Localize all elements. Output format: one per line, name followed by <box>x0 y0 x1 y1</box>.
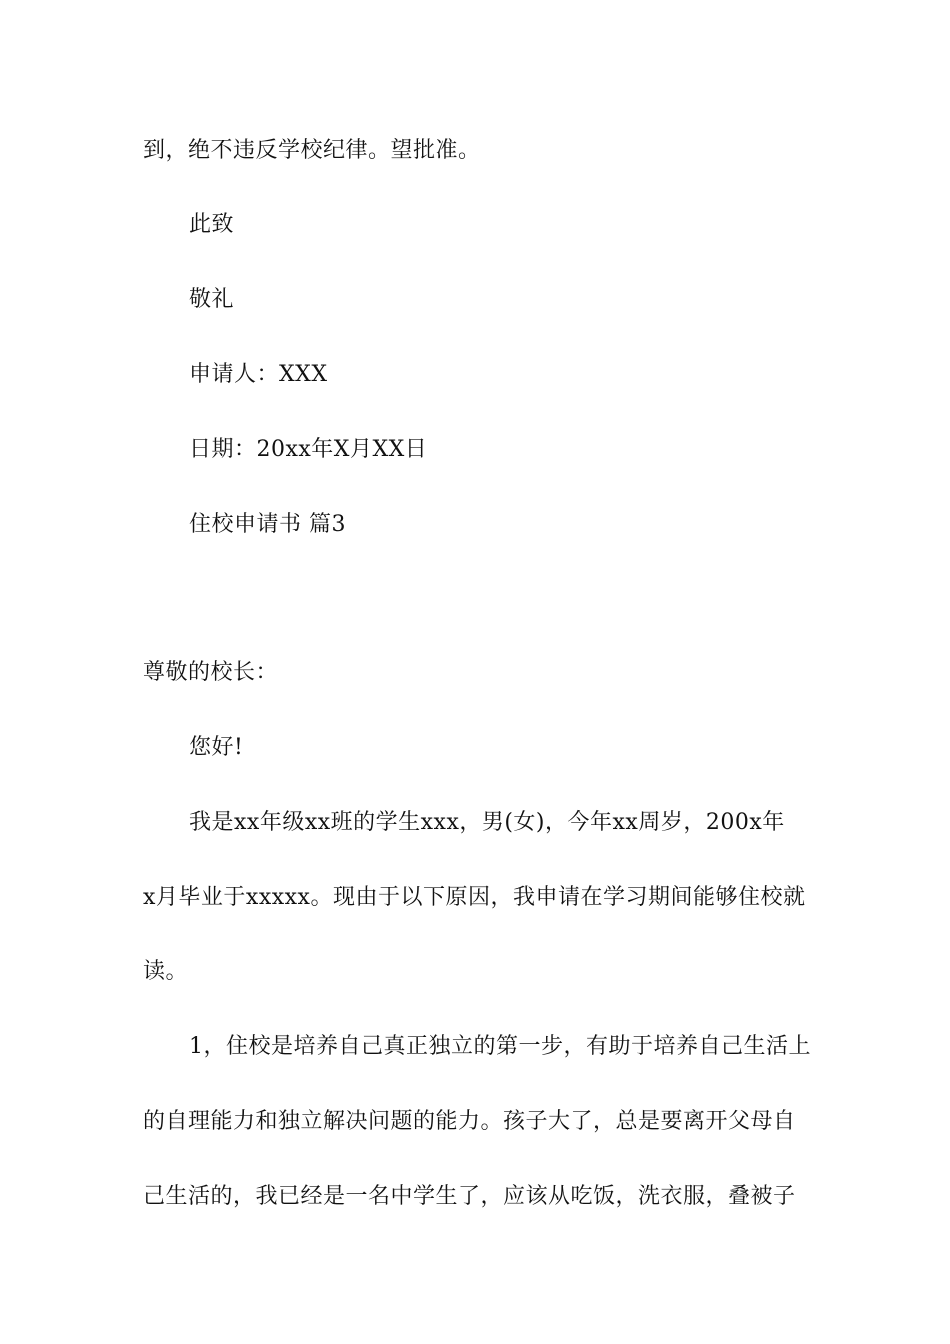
paragraph-closing-line: 到，绝不违反学校纪律。望批准。 <box>143 138 481 163</box>
date-line: 日期：20xx年X月XX日 <box>189 437 428 462</box>
body-paragraph-line: 己生活的，我已经是一名中学生了，应该从吃饭，洗衣服，叠被子 <box>143 1184 796 1209</box>
body-paragraph-line: 1，住校是培养自己真正独立的第一步，有助于培养自己生活上 <box>189 1034 811 1059</box>
body-paragraph-line: 我是xx年级xx班的学生xxx，男(女)，今年xx周岁，200x年 <box>189 810 785 835</box>
salutation-cizhi: 此致 <box>189 212 235 237</box>
letter-hello: 您好! <box>189 735 244 760</box>
section-heading: 住校申请书 篇3 <box>189 512 346 537</box>
salutation-jingli: 敬礼 <box>189 287 235 312</box>
body-paragraph-line: 的自理能力和独立解决问题的能力。孩子大了，总是要离开父母自 <box>143 1109 796 1134</box>
letter-greeting: 尊敬的校长： <box>143 660 279 685</box>
body-paragraph-line: 读。 <box>143 959 189 984</box>
body-paragraph-line: x月毕业于xxxxx。现由于以下原因，我申请在学习期间能够住校就 <box>143 885 806 910</box>
applicant-line: 申请人：XXX <box>189 362 328 387</box>
